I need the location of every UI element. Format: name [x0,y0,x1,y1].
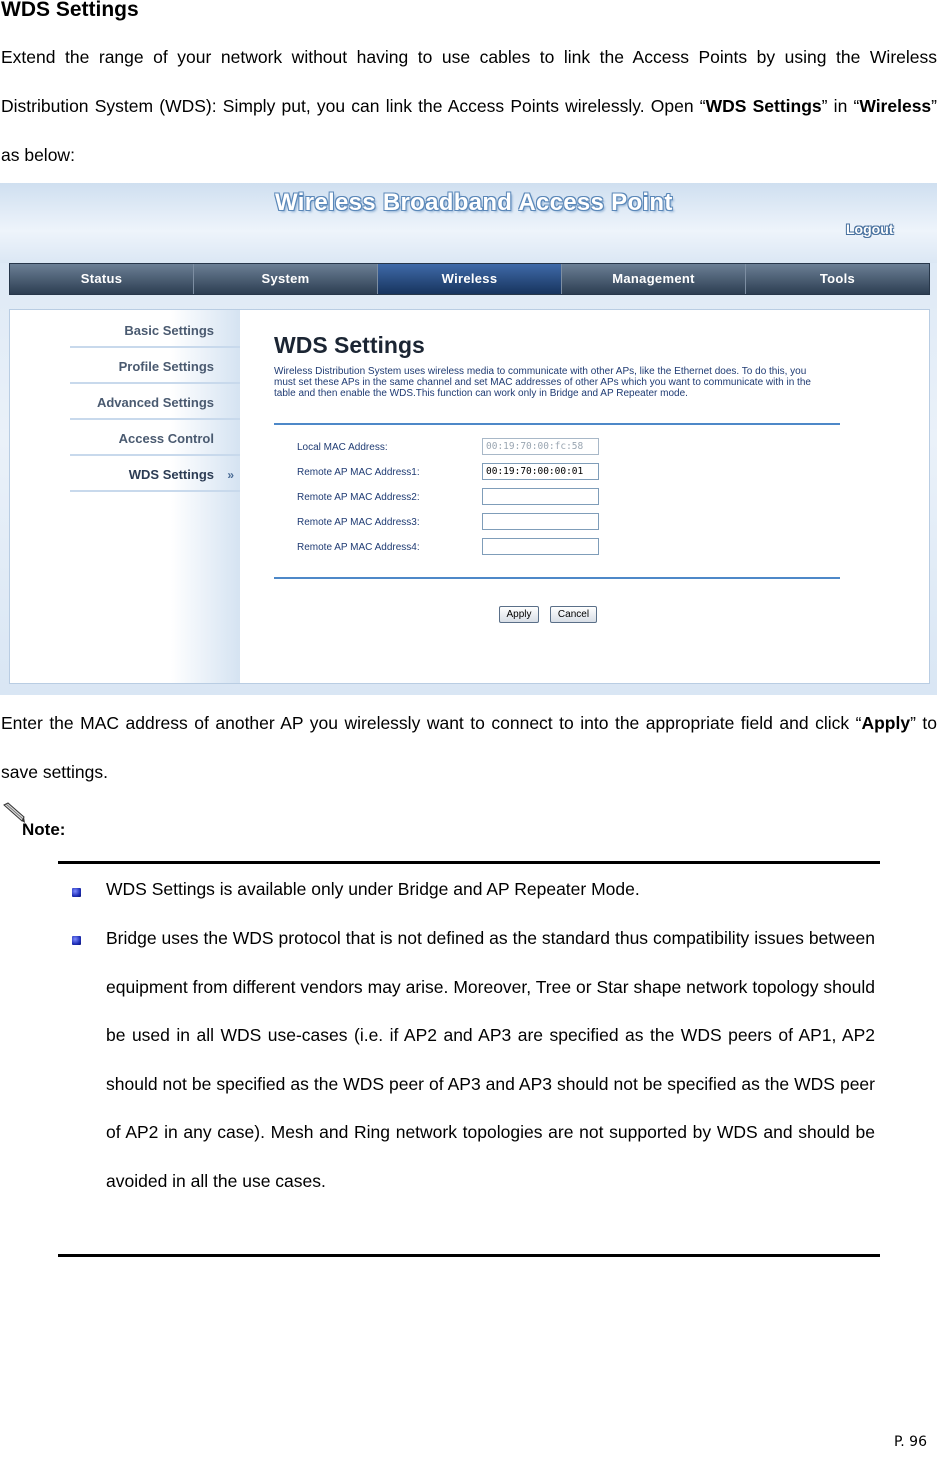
remote-mac-3-label: Remote AP MAC Address3: [297,517,420,528]
page-number: P. 96 [894,1434,927,1450]
bullet-icon [72,936,81,945]
sidebar-item-label: Advanced Settings [96,395,214,410]
divider [274,577,840,579]
page-title: WDS Settings [274,332,425,358]
cancel-button[interactable]: Cancel [550,606,597,623]
remote-mac-1-input[interactable] [482,463,599,480]
page-description: Wireless Distribution System uses wireless media to communicate with other APs, like the Ethernet does. To do this, you must set these APs in the same channel and set MAC addresses of other APs which you want to communicate with in the table and then enable the WDS.This function can work only in Bridge and AP Repeater mode. [274,366,811,399]
instruction-paragraph: Enter the MAC address of another AP you wirelessly want to connect to into the appropriate field and click “Apply” to save settings. [1,713,937,782]
sidebar-item-label: Access Control [118,431,214,446]
sidebar-item-basic-settings[interactable] [70,314,240,348]
tab-management[interactable]: Management [562,264,746,294]
wds-screenshot [0,183,937,695]
note-top-rule [58,861,880,864]
note-bottom-rule [58,1254,880,1257]
tab-system[interactable]: System [194,264,378,294]
sidebar-item-label: Profile Settings [118,359,214,374]
double-chevron-right-icon: » [227,468,234,482]
sidebar-item-access-control[interactable] [70,422,240,456]
remote-mac-4-label: Remote AP MAC Address4: [297,542,420,553]
sidebar-item-wds-settings[interactable] [70,458,240,492]
intro-paragraph: Extend the range of your network without having to use cables to link the Access Points by using the Wireless Distribution System (WDS): Simply put, you can link the Access Points wirelessly. Open “WDS Settings” in “Wireless” as below: [1,47,937,165]
remote-mac-2-input[interactable] [482,488,599,505]
banner-title: Wireless Broadband Access Point [275,189,673,216]
remote-mac-3-input[interactable] [482,513,599,530]
sidebar [10,310,240,683]
top-nav [9,263,930,295]
local-mac-input[interactable] [482,438,599,455]
bullet-icon [72,888,81,897]
note-item: WDS Settings is available only under Bridge and AP Repeater Mode. [106,879,640,899]
divider [274,423,840,425]
sidebar-item-label: Basic Settings [124,323,214,338]
sidebar-item-profile-settings[interactable] [70,350,240,384]
logout-link[interactable]: Logout [846,221,894,237]
tab-tools[interactable]: Tools [819,271,856,286]
content-panel [9,309,930,684]
tab-status[interactable]: Status [10,264,194,294]
banner [0,183,937,263]
note-item: Bridge uses the WDS protocol that is not defined as the standard thus compatibility issues between equipment from different vendors may arise. Moreover, Tree or Star shape network topology should be used in all WDS use-cases (i.e. if AP2 and AP3 are specified as the WDS peers of AP1, AP2 should not be specified as the WDS peer of AP3 and AP3 should not be specified as the WDS peer of AP2 in any case). Mesh and Ring network topologies are not supported by WDS and should be avoided in all the use cases. [106,928,875,1191]
sidebar-item-label: WDS Settings [128,467,214,482]
note-label: Note: [22,820,66,839]
tab-wireless[interactable]: Wireless [378,264,562,294]
apply-button[interactable]: Apply [499,606,539,623]
remote-mac-1-label: Remote AP MAC Address1: [297,467,420,478]
remote-mac-2-label: Remote AP MAC Address2: [297,492,420,503]
local-mac-label: Local MAC Address: [297,442,388,453]
remote-mac-4-input[interactable] [482,538,599,555]
section-heading: WDS Settings [1,0,139,21]
sidebar-item-advanced-settings[interactable] [70,386,240,420]
